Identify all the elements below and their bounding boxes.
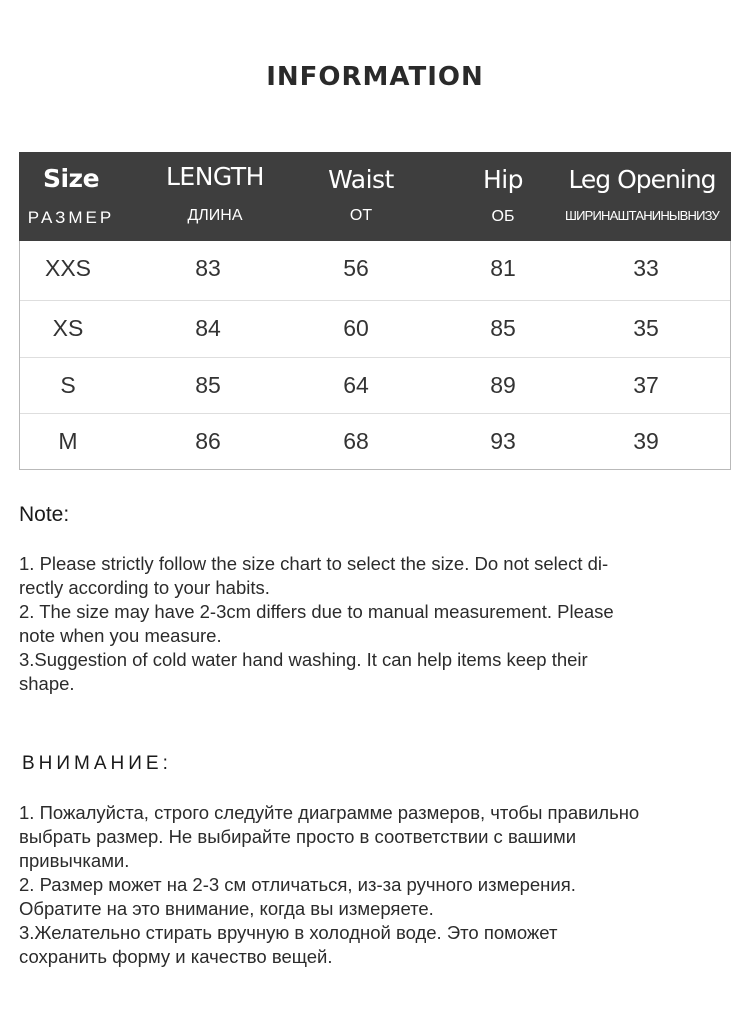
header-length xyxy=(153,152,277,241)
header-leg-opening xyxy=(557,152,727,241)
table-row xyxy=(20,413,730,469)
note-line: rectly according to your habits. xyxy=(19,577,270,598)
header-label-ru: ОТ xyxy=(349,207,373,224)
header-label-ru: ШИРИНАШТАНИНЫВНИЗУ xyxy=(564,208,720,223)
cell-waist: 60 xyxy=(343,315,369,341)
cell-length: 86 xyxy=(195,428,221,454)
attention-line: 2. Размер может на 2-3 см отличаться, из-за ручного измерения. xyxy=(19,874,576,895)
cell-size: M xyxy=(58,428,78,454)
page-title: INFORMATION xyxy=(266,62,484,92)
note-line: note when you measure. xyxy=(19,625,222,646)
header-waist xyxy=(301,152,421,241)
table-row xyxy=(20,241,730,297)
attention-heading: ВНИМАНИЕ: xyxy=(22,753,172,774)
note-line: shape. xyxy=(19,673,75,694)
cell-leg-opening: 33 xyxy=(633,255,659,281)
cell-length: 84 xyxy=(195,315,221,341)
cell-hip: 89 xyxy=(490,372,516,398)
attention-text xyxy=(19,801,719,969)
cell-waist: 68 xyxy=(343,428,369,454)
header-size xyxy=(19,152,123,241)
header-hip xyxy=(447,152,559,241)
attention-line: Обратите на это внимание, когда вы измеряете. xyxy=(19,898,434,919)
cell-hip: 85 xyxy=(490,315,516,341)
header-label: Leg Opening xyxy=(568,165,716,194)
cell-leg-opening: 39 xyxy=(633,428,659,454)
header-label: LENGTH xyxy=(166,162,264,191)
cell-length: 83 xyxy=(195,255,221,281)
size-chart-table xyxy=(19,152,731,470)
cell-size: S xyxy=(60,372,76,398)
attention-line: сохранить форму и качество вещей. xyxy=(19,946,333,967)
header-label-ru: РАЗМЕР xyxy=(27,208,115,227)
header-label: Waist xyxy=(328,165,394,194)
header-label-ru: ОБ xyxy=(491,208,515,225)
cell-waist: 56 xyxy=(343,255,369,281)
header-label-ru: ДЛИНА xyxy=(187,207,243,224)
note-line: 2. The size may have 2-3cm differs due to manual measurement. Please xyxy=(19,601,614,622)
attention-line: 1. Пожалуйста, строго следуйте диаграмме размеров, чтобы правильно xyxy=(19,802,640,823)
cell-length: 85 xyxy=(195,372,221,398)
cell-size: XS xyxy=(52,315,84,341)
note-heading: Note: xyxy=(19,503,70,526)
attention-line: выбрать размер. Не выбирайте просто в соответствии с вашими xyxy=(19,826,577,847)
table-row xyxy=(20,300,730,356)
note-line: 1. Please strictly follow the size chart to select the size. Do not select di- xyxy=(19,553,609,574)
note-line: 3.Suggestion of cold water hand washing. It can help items keep their xyxy=(19,649,588,670)
table-row xyxy=(20,357,730,413)
cell-waist: 64 xyxy=(343,372,369,398)
header-label: Size xyxy=(42,164,100,193)
attention-line: 3.Желательно стирать вручную в холодной воде. Это поможет xyxy=(19,922,558,943)
cell-leg-opening: 35 xyxy=(633,315,659,341)
cell-leg-opening: 37 xyxy=(633,372,659,398)
cell-hip: 93 xyxy=(490,428,516,454)
cell-hip: 81 xyxy=(490,255,516,281)
table-header xyxy=(19,152,731,241)
note-text xyxy=(19,552,719,696)
attention-line: привычками. xyxy=(19,850,130,871)
header-label: Hip xyxy=(482,165,524,194)
cell-size: XXS xyxy=(44,255,92,281)
